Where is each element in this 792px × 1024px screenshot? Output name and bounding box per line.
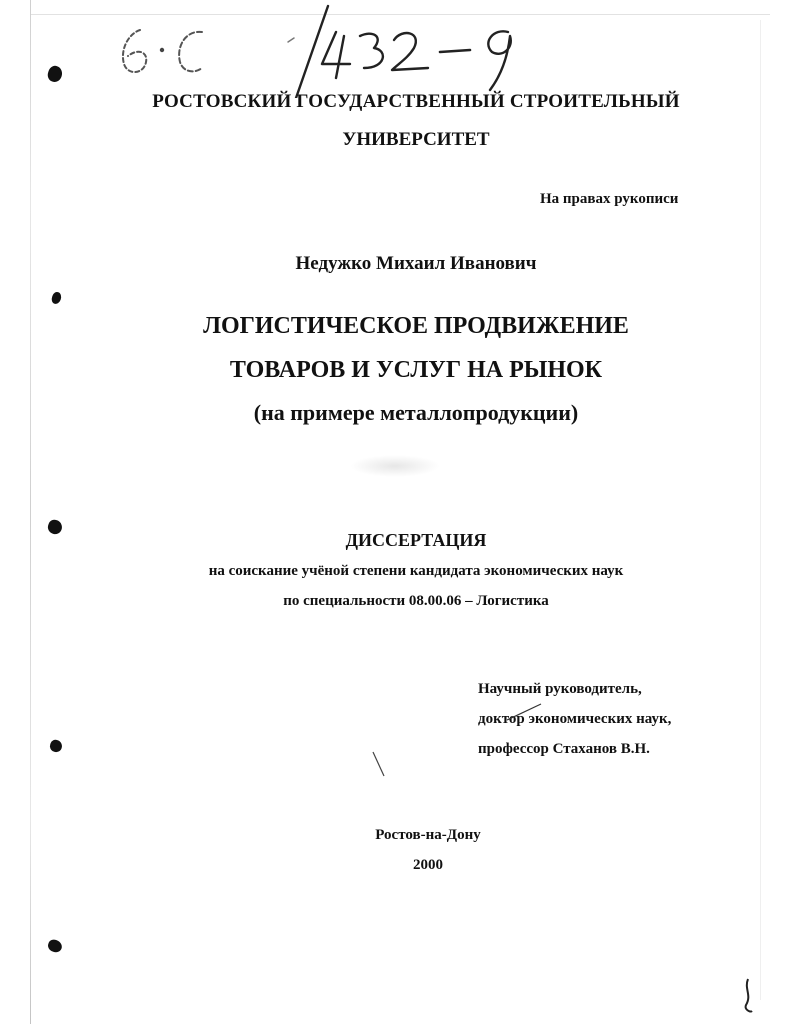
university-name-line2: УНИВЕРСИТЕТ (342, 129, 490, 150)
handwritten-catalog-code (110, 2, 550, 98)
binding-hole-mark (46, 938, 63, 954)
pen-stroke-mark (740, 975, 760, 1015)
work-type-heading: ДИССЕРТАЦИЯ (345, 530, 487, 550)
year: 2000 (413, 857, 443, 873)
dissertation-title-line1: ЛОГИСТИЧЕСКОЕ ПРОДВИЖЕНИЕ (203, 313, 629, 339)
degree-line1: на соискание учёной степени кандидата экономических наук (208, 563, 624, 579)
degree-line2: по специальности 08.00.06 – Логистика (283, 593, 549, 609)
scan-smudge (350, 455, 440, 477)
university-name-line1: РОСТОВСКИЙ ГОСУДАРСТВЕННЫЙ СТРОИТЕЛЬНЫЙ (152, 91, 680, 112)
rights-note: На правах рукописи (540, 191, 679, 207)
pen-stroke-mark (505, 702, 545, 722)
binding-hole-mark (50, 291, 63, 305)
dissertation-title-line2: ТОВАРОВ И УСЛУГ НА РЫНОК (229, 357, 603, 383)
binding-hole-mark (48, 738, 63, 753)
binding-hole-mark (46, 64, 65, 84)
city: Ростов-на-Дону (375, 827, 481, 843)
pen-stroke-mark (370, 750, 388, 780)
scan-edge-left (30, 0, 31, 1024)
author-name: Недужко Михаил Иванович (295, 253, 537, 274)
advisor-line1: Научный руководитель, (478, 681, 642, 697)
scan-edge-right (760, 20, 761, 1000)
advisor-line3: профессор Стаханов В.Н. (478, 741, 650, 757)
advisor-line2: доктор экономических наук, (478, 711, 672, 727)
dissertation-subtitle: (на примере металлопродукции) (253, 400, 579, 425)
